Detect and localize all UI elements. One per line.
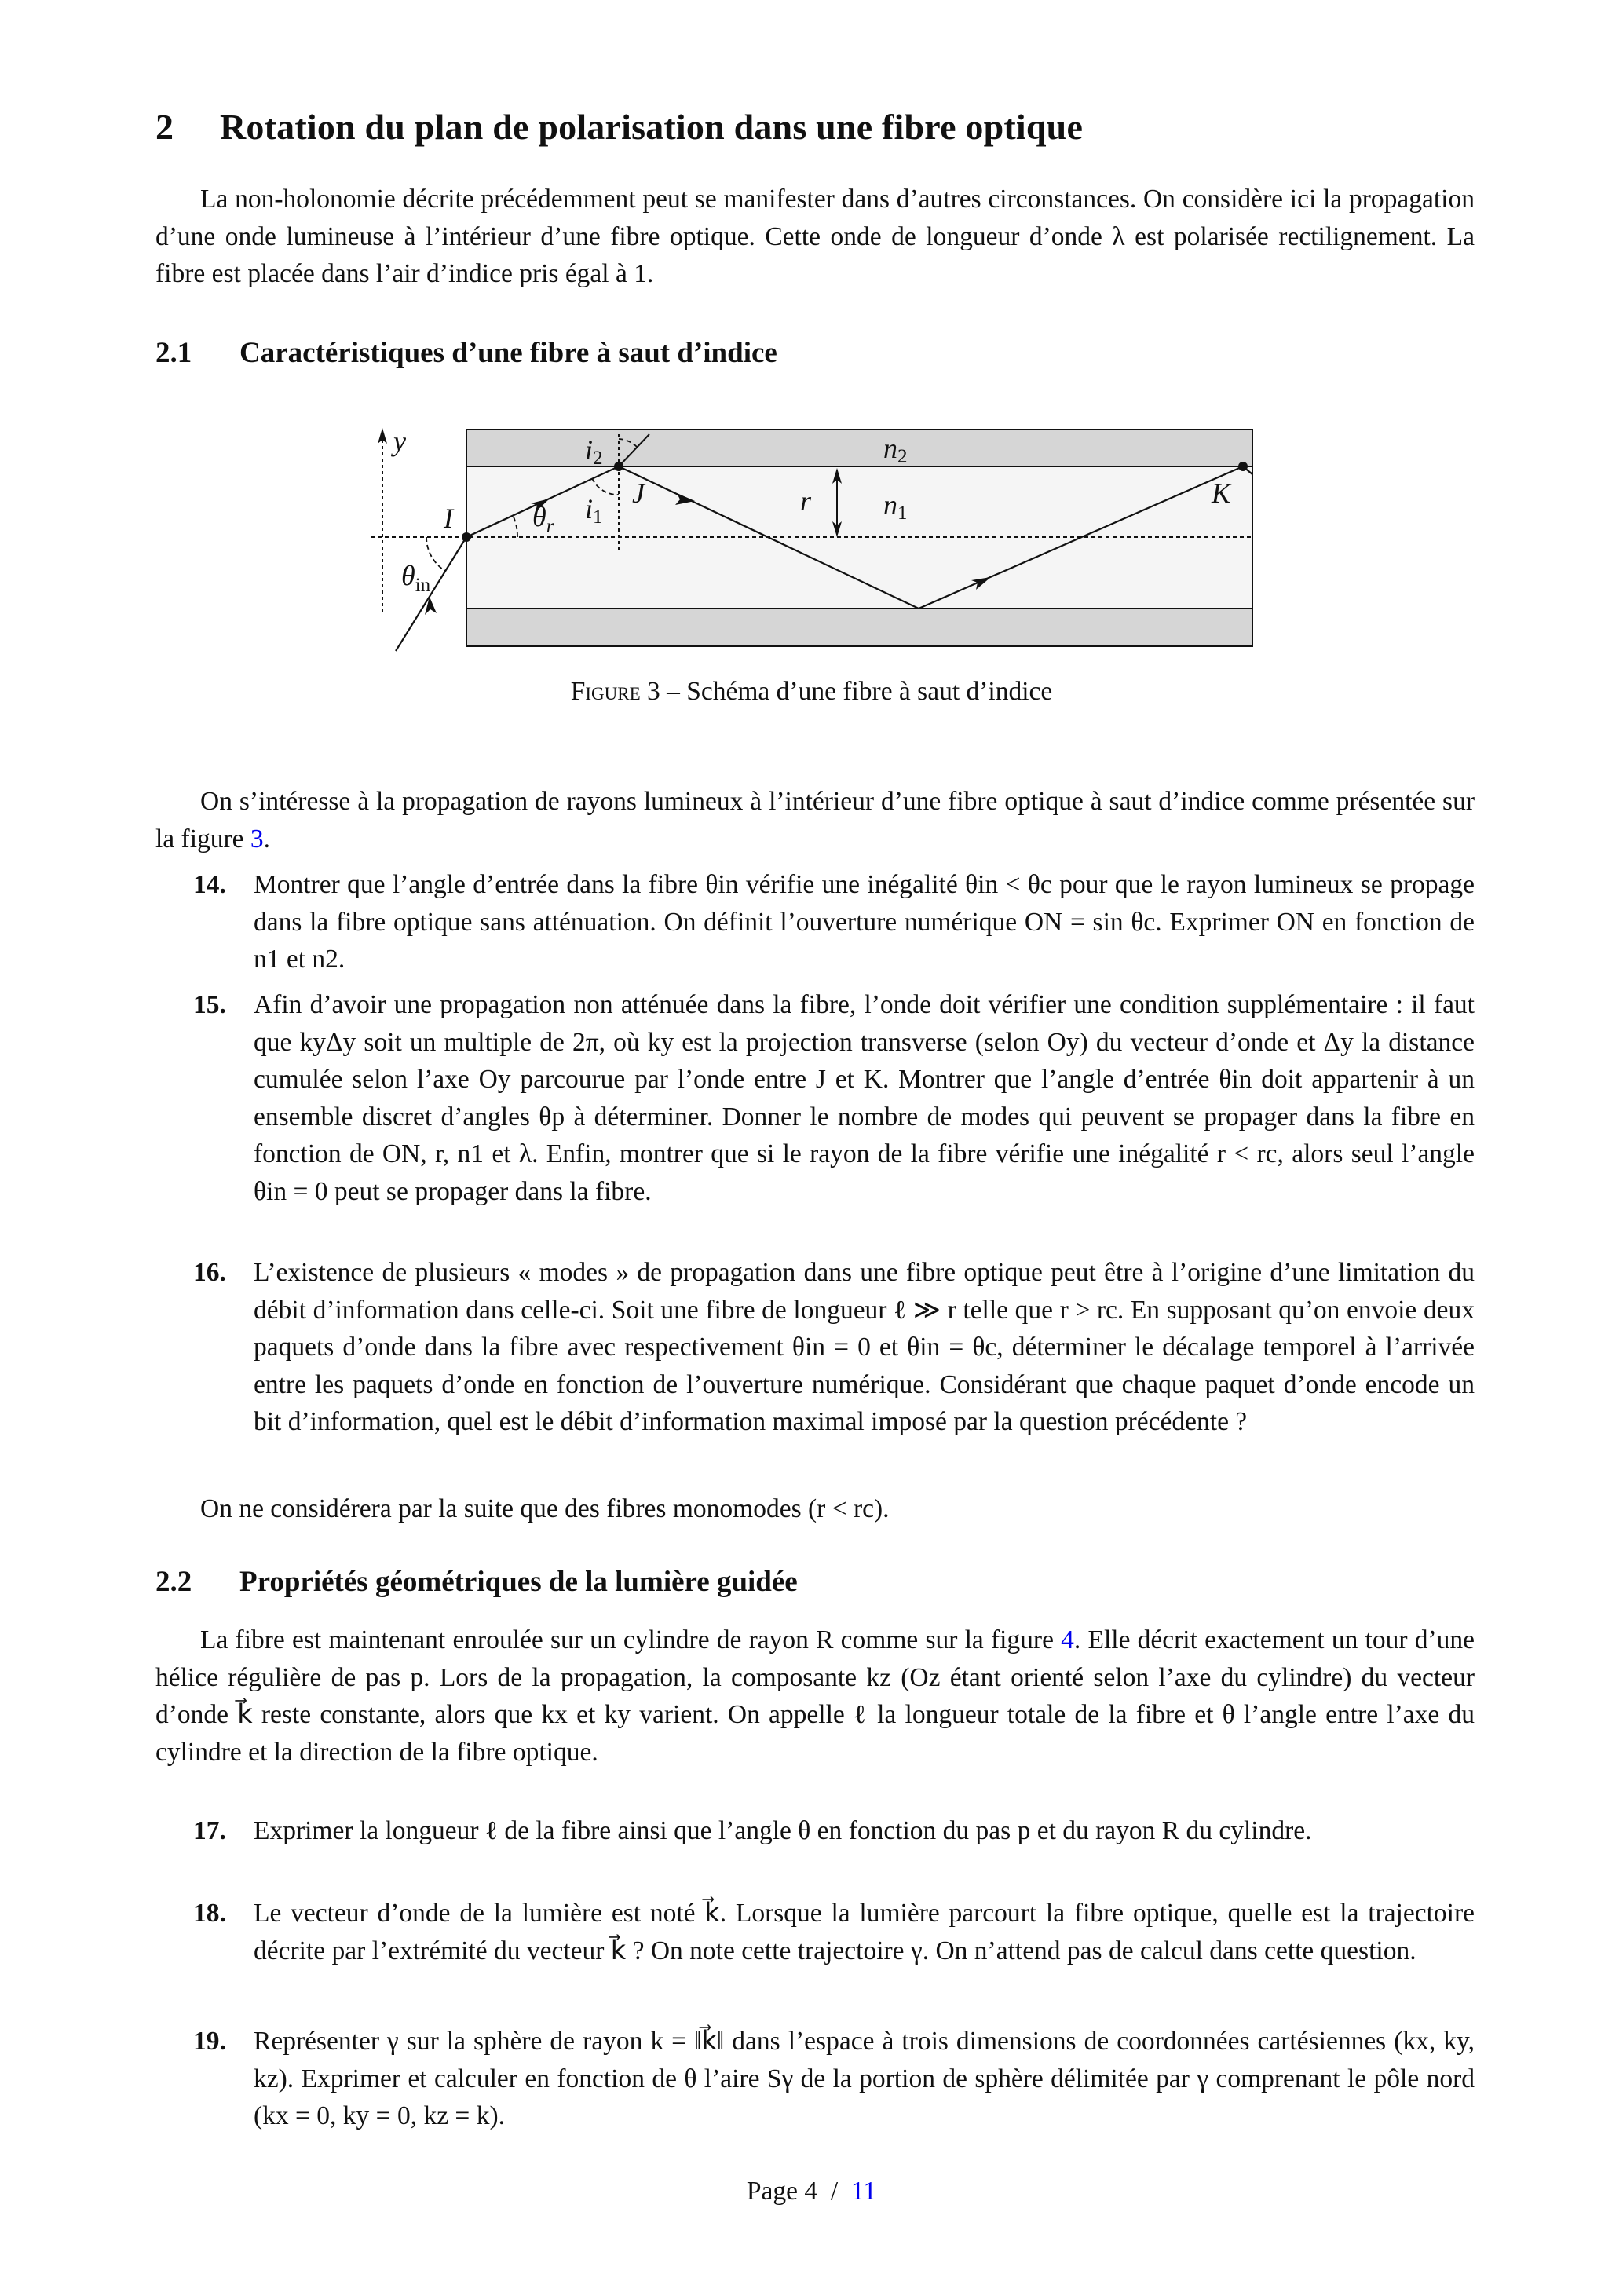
question-text: Montrer que l’angle d’entrée dans la fibre θin vérifie une inégalité θin < θc pour que le rayon lumineux se propage dans la fibre optique sans atténuation. On définit l’ouverture numérique ON = sin θc. Exprimer ON en fonction de n1 et n2. — [254, 870, 1475, 974]
label-i1: i1 — [585, 493, 603, 528]
question-19 — [155, 2023, 1475, 2135]
subsection-title: Caractéristiques d’une fibre à saut d’indice — [239, 337, 777, 369]
label-theta-r: $\theta_r$ — [532, 501, 554, 537]
caption-text: Schéma d’une fibre à saut d’indice — [686, 677, 1053, 706]
label-I: I — [444, 503, 453, 534]
page-current: 4 — [804, 2177, 818, 2206]
figure-3-link[interactable]: 3 — [250, 824, 264, 854]
label-y: y — [393, 426, 406, 457]
subsection-number: 2.2 — [155, 1566, 192, 1598]
arrow-icon — [425, 597, 437, 615]
subsection-2-intro: La fibre est maintenant enroulée sur un cylindre de rayon R comme sur la figure 4. Elle décrit exactement un tour d’une hélice régulière de pas p. Lors de la propagation, la composante kz (Oz étant orienté selon l’axe du cylindre) du vecteur d’onde k⃗ reste constante, alors que kx et ky varient. On appelle ℓ la longueur totale de la fibre et θ l’angle entre l’axe du cylindre et la direction de la fibre optique. — [155, 1625, 1475, 1767]
point-K — [1238, 462, 1248, 471]
label-theta-in: $\theta_{in}$ — [401, 560, 431, 596]
page-footer — [0, 2177, 1623, 2206]
section-intro: La non-holonomie décrite précédemment peut se manifester dans d’autres circonstances. On considère ici la propagation d’une onde lumineuse à l’intérieur d’une fibre optique. Cette onde de longueur d’onde λ est polarisée rectilignement. La fibre est placée dans l’air d’indice pris égal à 1. — [155, 185, 1475, 288]
question-text: Afin d’avoir une propagation non atténuée dans la fibre, l’onde doit vérifier une condition supplémentaire : il faut que kyΔy soit un multiple de 2π, où ky est la projection transverse (selon Oy) du vecteur d’onde et Δy la distance cumulée selon l’axe Oy parcourue par l’onde entre J et K. Montrer que l’angle d’entrée θin doit appartenir à un ensemble discret d’angles θp à déterminer. Donner le nombre de modes qui peuvent se propager dans la fibre en fonction de ON, r, n1 et λ. Enfin, montrer que si le rayon de la fibre vérifie une inégalité r < rc, alors seul l’angle θin = 0 peut se propager dans la fibre. — [254, 990, 1475, 1206]
point-J — [614, 462, 623, 471]
section-title: Rotation du plan de polarisation dans une fibre optique — [220, 107, 1084, 147]
section-number: 2 — [155, 107, 174, 147]
label-K: K — [1212, 477, 1231, 509]
question-text: Le vecteur d’onde de la lumière est noté k⃗. Lorsque la lumière parcourt la fibre optique, quelle est la trajectoire décrite par l’extrémité du vecteur k⃗ ? On note cette trajectoire γ. On n’attend pas de calcul dans cette question. — [254, 1899, 1475, 1965]
subsection-1-closing: On ne considérera par la suite que des fibres monomodes (r < rc). — [200, 1494, 890, 1523]
question-text: L’existence de plusieurs « modes » de propagation dans une fibre optique peut être à l’origine d’une limitation du débit d’information dans celle-ci. Soit une fibre de longueur ℓ ≫ r telle que r > rc. En supposant qu’on envoie deux paquets d’onde dans la fibre avec respectivement θin = 0 et θin = θc, déterminer le décalage temporel à l’arrivée entre les paquets d’onde en fonction de l’ouverture numérique. Considérant que chaque paquet d’onde encode un bit d’information, quel est le débit d’information maximal imposé par la question précédente ? — [254, 1258, 1475, 1436]
label-n1: n1 — [883, 489, 908, 524]
figure-fiber-diagram — [0, 0, 1623, 707]
label-J: J — [632, 477, 645, 509]
question-number: 17. — [193, 1816, 226, 1845]
subsection-title: Propriétés géométriques de la lumière guidée — [239, 1566, 798, 1598]
page-separator: / — [830, 2177, 839, 2206]
question-14 — [155, 866, 1475, 978]
angle-arc-theta-in — [426, 537, 445, 571]
page-label: Page — [746, 2177, 798, 2206]
label-n2: n2 — [883, 433, 908, 467]
question-number: 16. — [193, 1258, 226, 1287]
cladding-bottom — [466, 609, 1252, 646]
question-text: Exprimer la longueur ℓ de la fibre ainsi que l’angle θ en fonction du pas p et du rayon R du cylindre. — [254, 1816, 1312, 1845]
question-text: Représenter γ sur la sphère de rayon k = ‖k⃗‖ dans l’espace à trois dimensions de coordonnées cartésiennes (kx, ky, kz). Exprimer et calculer en fonction de θ l’aire Sγ de la portion de sphère délimitée par γ comprenant le pôle nord (kx = 0, ky = 0, kz = k). — [254, 2027, 1475, 2130]
incident-ray — [396, 537, 466, 651]
subsection-1-intro: On s’intéresse à la propagation de rayons lumineux à l’intérieur d’une fibre optique à saut d’indice comme présentée sur la figure 3. — [155, 787, 1475, 854]
subsection-heading-2-2 — [155, 1565, 798, 1599]
question-18 — [155, 1895, 1475, 1969]
question-number: 14. — [193, 870, 226, 899]
question-number: 19. — [193, 2027, 226, 2056]
subsection-number: 2.1 — [155, 337, 192, 369]
question-number: 15. — [193, 990, 226, 1019]
label-r: r — [800, 485, 812, 517]
figure-4-link[interactable]: 4 — [1061, 1625, 1074, 1654]
question-16 — [155, 1254, 1475, 1441]
page-total-link[interactable]: 11 — [850, 2177, 877, 2206]
label-i2: i2 — [585, 434, 603, 469]
caption-label: Figure 3 — [570, 677, 660, 706]
question-number: 18. — [193, 1899, 226, 1928]
question-17 — [155, 1812, 1475, 1850]
figure-caption: Figure 3 – Schéma d’une fibre à saut d’indice — [570, 677, 1053, 706]
question-15 — [155, 986, 1475, 1210]
point-I — [462, 532, 471, 542]
